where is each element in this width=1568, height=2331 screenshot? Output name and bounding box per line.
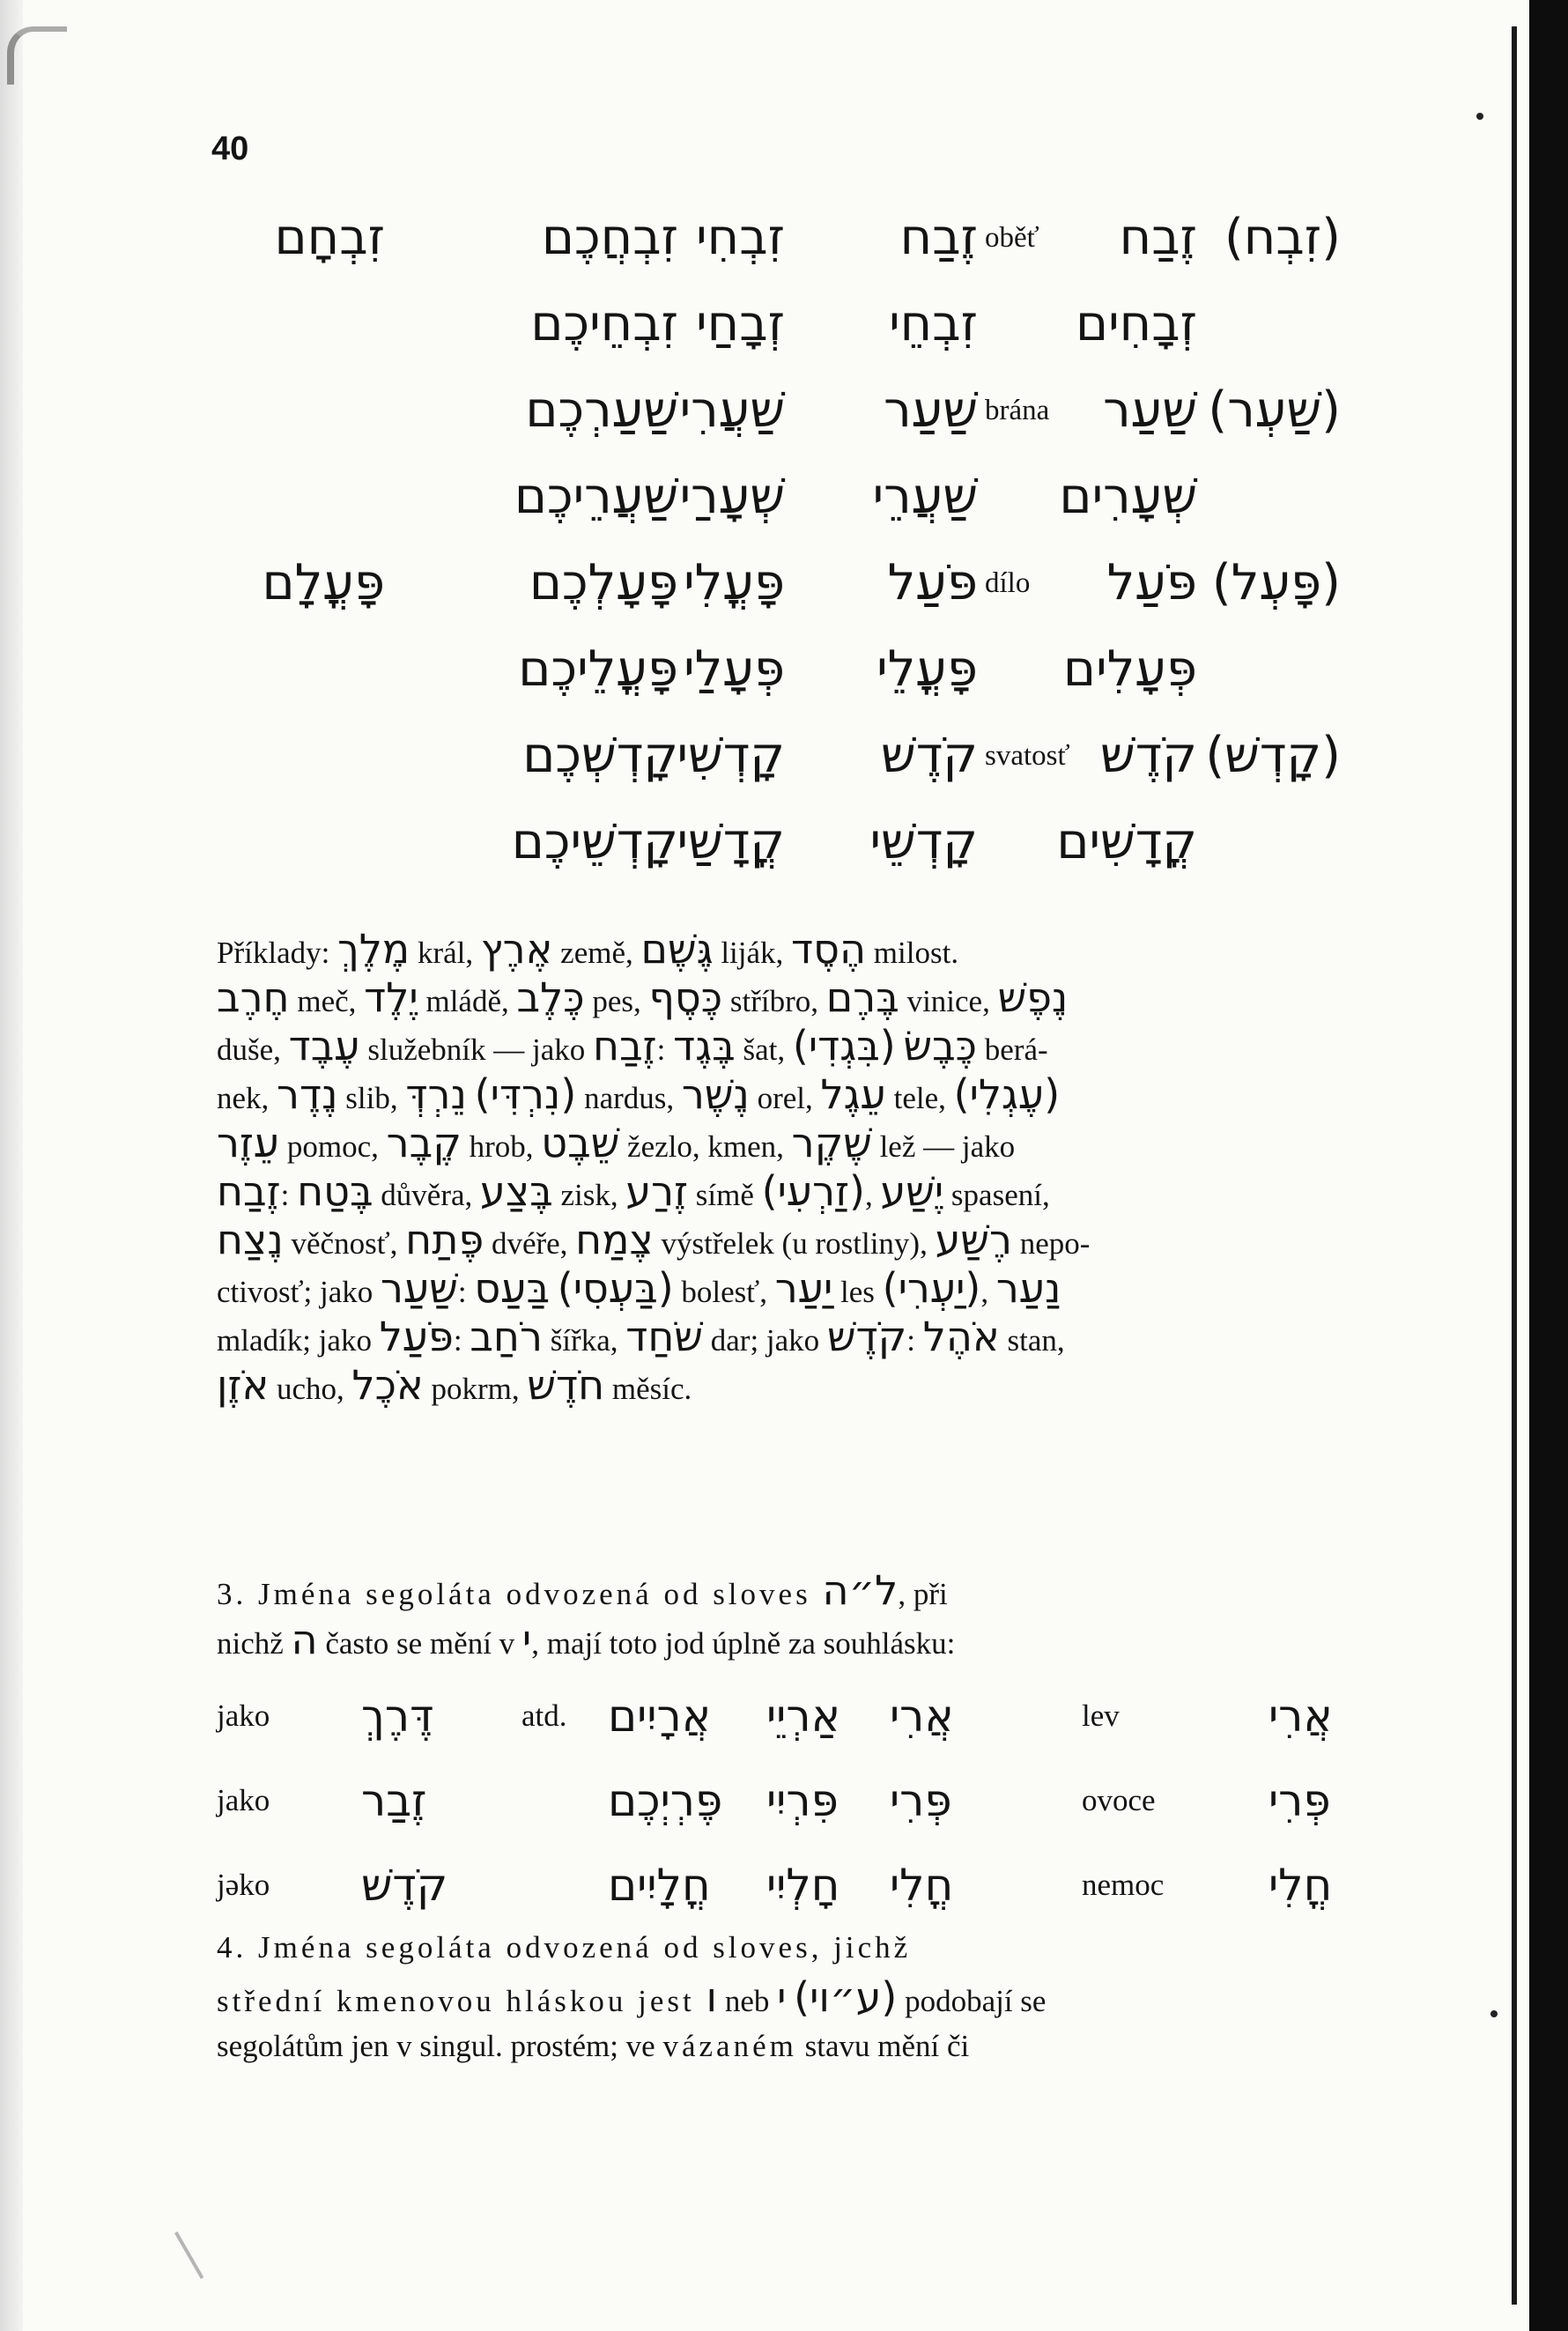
hebrew-form: פָּעֳלֵי <box>876 640 978 698</box>
czech-text <box>467 1081 475 1115</box>
hebrew-form: קֹדֶשׁ <box>1100 727 1197 784</box>
paradigm-row <box>0 196 1568 280</box>
lemma-word: פְּרִי <box>1268 1775 1331 1826</box>
hebrew-word: גֶּשֶׁם <box>640 925 714 973</box>
text-line <box>217 2023 1344 2070</box>
czech-text: , mají toto jod úplně za souhlásku: <box>531 1626 956 1661</box>
czech-text: hrob, <box>461 1129 542 1164</box>
hebrew-word: אֶרֶץ <box>480 925 553 973</box>
czech-text: : <box>656 1032 674 1067</box>
hebrew-word: הֶסֶד <box>791 925 867 973</box>
czech-text: král, <box>410 936 481 970</box>
text-line <box>217 1973 1344 2025</box>
jako-label: jako <box>217 1698 270 1733</box>
czech-text: mládě, <box>418 984 517 1018</box>
hebrew-word: בֶּרֶם <box>825 973 899 1021</box>
hebrew-word: עֵגֶל <box>820 1070 886 1118</box>
hebrew-word: נֵרְדְּ <box>405 1070 467 1118</box>
czech-text: dar; jako <box>703 1323 827 1358</box>
scan-corner-mark <box>7 26 67 85</box>
gloss-label: svatosť <box>985 740 1070 772</box>
czech-text: šířka, <box>542 1323 626 1358</box>
hebrew-form: זֶבַח <box>1119 209 1197 266</box>
hebrew-form: שַׁעַר <box>884 381 978 439</box>
hebrew-word: מֶלֶךְ <box>337 925 410 973</box>
czech-text: , <box>980 1275 996 1309</box>
czech-text: duše, <box>217 1032 289 1067</box>
hebrew-word: בֶּצַע <box>480 1167 553 1215</box>
hebrew-form: זְבָחִים <box>1075 295 1197 352</box>
czech-text: stan, <box>999 1323 1065 1358</box>
hebrew-form: זִבְחִי <box>696 209 785 266</box>
hebrew-word: שֹׁחַד <box>625 1313 703 1360</box>
czech-text <box>786 1984 794 2018</box>
hebrew-word: (נִרְדִּי) <box>474 1070 577 1118</box>
czech-text: milost. <box>866 936 959 970</box>
czech-text: les <box>832 1275 883 1309</box>
hebrew-form: פָּעָלְכֶם <box>529 554 678 611</box>
table-row <box>0 1765 1568 1836</box>
czech-text: vinice, <box>899 984 998 1018</box>
czech-text: podobají se <box>897 1984 1047 2018</box>
czech-text: pes, <box>584 984 649 1018</box>
hebrew-word: אֹכֶל <box>351 1361 424 1409</box>
czech-text: důvěra, <box>373 1178 481 1212</box>
hebrew-word: יֶשַׁע <box>880 1167 944 1215</box>
paradigm-row <box>0 455 1568 539</box>
czech-text: pomoc, <box>279 1129 387 1164</box>
paradigm-row <box>0 541 1568 625</box>
czech-text: střední kmenovou hláskou jest <box>217 1984 706 2018</box>
hebrew-form: פֹּעַל <box>887 554 978 611</box>
czech-text: nek, <box>217 1081 277 1115</box>
czech-text: Příklady: <box>217 936 338 970</box>
czech-text: zisk, <box>552 1178 626 1212</box>
czech-text: símě <box>688 1178 762 1212</box>
reference-word: זֶבַר <box>361 1775 427 1826</box>
paradigm-row <box>0 714 1568 798</box>
hebrew-word: שַׁעַר <box>381 1264 458 1312</box>
hebrew-form: חָלְיִי <box>766 1860 840 1911</box>
czech-text: ucho, <box>269 1372 352 1406</box>
hebrew-form: שַׁעֲרִי <box>679 381 785 439</box>
czech-text: dvéře, <box>484 1226 576 1261</box>
hebrew-word: צֶמַח <box>575 1216 654 1263</box>
czech-text: neb <box>717 1984 778 2018</box>
text-line <box>217 1566 1344 1618</box>
hebrew-word: זֶרַע <box>625 1167 689 1215</box>
hebrew-form: פָּעֳלֵיכֶם <box>518 640 678 698</box>
hebrew-word: (ע״וי) <box>794 1973 898 2021</box>
hebrew-word: בַּעַס <box>474 1264 551 1312</box>
hebrew-form: זִבְחֲכֶם <box>541 209 678 266</box>
czech-text: stříbro, <box>722 984 826 1018</box>
hebrew-form: קֹדֶשׁ <box>881 727 978 784</box>
page-number: 40 <box>211 130 249 167</box>
paradigm-row <box>0 800 1568 884</box>
hebrew-word: שֵׁבֶט <box>541 1119 620 1166</box>
hebrew-form: חֳלִי <box>890 1860 954 1911</box>
czech-text: žezlo, kmen, <box>619 1129 792 1164</box>
czech-text: šat, <box>735 1032 793 1067</box>
lemma-word: אֲרִי <box>1268 1691 1333 1742</box>
czech-text: měsíc. <box>604 1372 692 1406</box>
hebrew-form: פֹּעַל <box>1106 554 1197 611</box>
czech-text: slib, <box>337 1081 406 1115</box>
czech-text: nardus, <box>576 1081 682 1115</box>
czech-text: často se mění v <box>317 1626 522 1661</box>
hebrew-form: פְּעָלִים <box>1062 640 1197 698</box>
text-line <box>217 1070 1344 1122</box>
czech-text: 3. Jména segoláta odvozená od sloves <box>217 1577 823 1611</box>
hebrew-form: זֶבַח <box>899 209 978 266</box>
hebrew-word: זֶבַח <box>217 1167 281 1215</box>
paradigm-row <box>0 368 1568 453</box>
czech-text: ctivosť; jako <box>217 1275 381 1309</box>
hebrew-word: אֹהֶל <box>922 1313 1000 1360</box>
reference-word: קֹדֶשׁ <box>361 1860 448 1911</box>
hebrew-word: עֵזֶר <box>217 1119 280 1166</box>
reference-word: דֶּרֶךְ <box>361 1691 434 1742</box>
text-line <box>217 1616 1344 1668</box>
hebrew-word: י <box>521 1616 532 1663</box>
hebrew-word: כֶּבֶשׂ <box>903 1022 977 1069</box>
czech-text: vázaném <box>662 2029 797 2063</box>
czech-text: berá- <box>977 1032 1048 1067</box>
hebrew-form: קָדְשֵׁיכֶם <box>511 813 678 870</box>
hebrew-form: (שַׁעְר) <box>1208 381 1341 439</box>
hebrew-word: ו <box>706 1973 718 2021</box>
hebrew-word: נֶפֶשׁ <box>997 973 1069 1021</box>
czech-text: orel, <box>749 1081 821 1115</box>
czech-text: : <box>906 1323 923 1358</box>
hebrew-form: זְבָחַי <box>696 295 785 352</box>
hebrew-form: שְׁעָרַי <box>679 468 785 525</box>
hebrew-word: כֶּלֶב <box>516 973 585 1021</box>
hebrew-word: יֶלֶד <box>364 973 418 1021</box>
paradigm-row <box>0 282 1568 366</box>
text-line <box>217 973 1344 1025</box>
hebrew-word: נֶצַח <box>217 1216 284 1263</box>
hebrew-form: אַרְיֵי <box>766 1691 841 1742</box>
czech-text: výstřelek (u rostliny), <box>653 1226 936 1261</box>
gloss-label: ovoce <box>1082 1783 1156 1817</box>
scan-smudge <box>174 2214 234 2279</box>
czech-text: služebník — jako <box>359 1032 594 1067</box>
czech-text: nichž <box>217 1626 292 1661</box>
hebrew-form: זִבְחָם <box>274 209 385 266</box>
hebrew-form: אֲרִי <box>890 1691 954 1742</box>
hebrew-word: עֶבֶד <box>288 1022 360 1069</box>
hebrew-form: שַׁעֲרֵי <box>872 468 978 525</box>
lemma-word: חֳלִי <box>1268 1860 1333 1911</box>
czech-text <box>550 1275 558 1309</box>
hebrew-word: זֶבַח <box>593 1022 657 1069</box>
hebrew-form: (זִבְח) <box>1224 209 1341 266</box>
hebrew-form: פְּעָלַי <box>684 640 785 698</box>
hebrew-word: רֹחַב <box>470 1313 543 1360</box>
scan-speck <box>1490 2010 1498 2017</box>
czech-text: segolátům jen v singul. prostém; ve <box>217 2029 663 2063</box>
paradigm-row <box>0 627 1568 712</box>
hebrew-word: שֶׁקֶר <box>791 1119 872 1166</box>
hebrew-word: חֶרֶב <box>217 973 290 1021</box>
text-line <box>217 1264 1344 1316</box>
hebrew-word: (בִּגְדִי) <box>792 1022 896 1069</box>
hebrew-form: שַׁעַר <box>1103 381 1197 439</box>
hebrew-form: פָּעֳלִי <box>684 554 785 611</box>
czech-text: : <box>453 1323 470 1358</box>
hebrew-word: קֶבֶר <box>386 1119 462 1166</box>
hebrew-word: ל״ה <box>822 1566 899 1614</box>
czech-text: 4. Jména segoláta odvozená od sloves, jichž <box>217 1930 912 1965</box>
czech-text: , při <box>898 1577 948 1611</box>
hebrew-form: קָדְשֵׁי <box>869 813 978 870</box>
hebrew-form: (פָּעְל) <box>1211 554 1341 611</box>
czech-text: liják, <box>713 936 792 970</box>
hebrew-form: פִּרְיִי <box>766 1775 839 1826</box>
text-line <box>217 1022 1344 1074</box>
czech-text: pokrm, <box>423 1372 528 1406</box>
gloss-label: dílo <box>985 567 1031 599</box>
hebrew-word: פֹּעַל <box>379 1313 454 1360</box>
hebrew-word: ה <box>291 1616 318 1663</box>
hebrew-form: פָּעֳלָם <box>262 554 385 611</box>
czech-text: : <box>280 1178 298 1212</box>
hebrew-form: שְׁעָרִים <box>1059 468 1197 525</box>
hebrew-form: קָדְשְׁכֶם <box>522 727 678 784</box>
text-line <box>217 1361 1344 1413</box>
gloss-label: oběť <box>985 222 1039 254</box>
hebrew-word: כֶּסֶף <box>648 973 723 1021</box>
hebrew-form: פֶּרְיְכֶם <box>608 1775 723 1826</box>
czech-text: nepo- <box>1011 1226 1091 1261</box>
hebrew-form: זִבְחֵי <box>889 295 978 352</box>
text-line <box>217 1119 1344 1171</box>
czech-text: lež — jako <box>871 1129 1016 1164</box>
czech-text: meč, <box>289 984 365 1018</box>
table-row <box>0 1850 1568 1920</box>
jako-label: jako <box>217 1783 270 1817</box>
czech-text: mladík; jako <box>217 1323 380 1358</box>
hebrew-form: שַׁעַרְכֶם <box>525 381 678 439</box>
hebrew-word: קֹדֶשׁ <box>826 1313 907 1360</box>
hebrew-form: אֲרָיִים <box>608 1691 712 1742</box>
gloss-label: lev <box>1082 1698 1120 1733</box>
hebrew-form: פְּרִי <box>890 1775 952 1826</box>
hebrew-form: קֳדָשִׁים <box>1056 813 1197 870</box>
hebrew-word: פֶּתַח <box>405 1216 484 1263</box>
hebrew-word: חֹדֶשׁ <box>527 1361 605 1409</box>
text-line <box>217 925 1344 977</box>
table-row <box>0 1681 1568 1751</box>
hebrew-word: (עֶגְלִי) <box>953 1070 1061 1118</box>
hebrew-form: זִבְחֵיכֶם <box>530 295 678 352</box>
text-line <box>217 1167 1344 1219</box>
hebrew-word: נֶדֶר <box>277 1070 338 1118</box>
hebrew-word: (בַּעְסִי) <box>557 1264 674 1312</box>
hebrew-form: שַׁעֲרֵיכֶם <box>514 468 678 525</box>
hebrew-word: בֶּטַח <box>297 1167 374 1215</box>
hebrew-word: יַעַר <box>774 1264 833 1312</box>
gloss-label: nemoc <box>1082 1868 1165 1902</box>
hebrew-word: רֶשַׁע <box>935 1216 1012 1263</box>
czech-text: , <box>864 1178 881 1212</box>
hebrew-form: קֳדָשַׁי <box>677 813 785 870</box>
text-line <box>217 1313 1344 1365</box>
text-line <box>217 1924 1344 1972</box>
czech-text: věčnosť, <box>283 1226 406 1261</box>
atd-label: atd. <box>521 1698 567 1733</box>
czech-text: spasení, <box>943 1178 1050 1212</box>
scan-speck <box>1476 113 1483 120</box>
czech-text: : <box>457 1275 475 1309</box>
hebrew-form: קָדְשִׁי <box>677 727 785 784</box>
hebrew-word: (זַרְעִי) <box>761 1167 865 1215</box>
hebrew-form: (קָדְשׁ) <box>1205 727 1341 784</box>
hebrew-word: בֶּגֶד <box>673 1022 736 1069</box>
hebrew-form: חֳלָיִים <box>608 1860 711 1911</box>
hebrew-word: אֹזֶן <box>217 1361 270 1409</box>
czech-text: bolesť, <box>673 1275 775 1309</box>
text-line <box>217 1216 1344 1268</box>
hebrew-word: נַעַר <box>995 1264 1061 1312</box>
hebrew-word: (יַעְרִי) <box>882 1264 981 1312</box>
czech-text: stavu mění či <box>796 2029 970 2063</box>
czech-text: země, <box>552 936 641 970</box>
czech-text: tele, <box>885 1081 954 1115</box>
hebrew-word: נֶשֶׁר <box>681 1070 750 1118</box>
jako-label: jəko <box>217 1868 270 1902</box>
gloss-label: brána <box>985 395 1050 426</box>
hebrew-word: י <box>777 1973 787 2021</box>
